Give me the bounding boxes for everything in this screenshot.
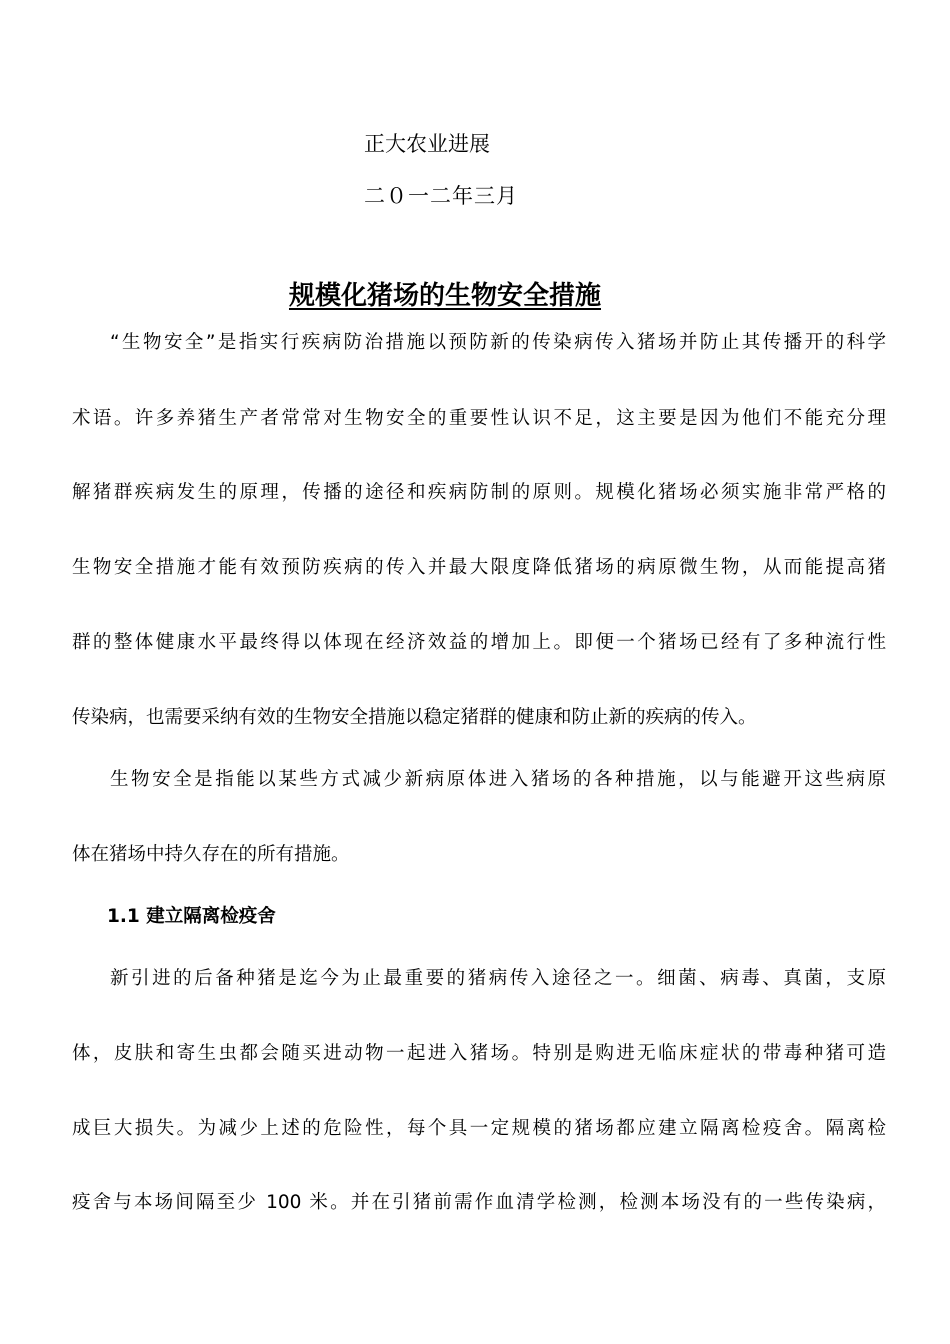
paragraph-1-line-6: 传染病，也需要采纳有效的生物安全措施以稳定猪群的健康和防止新的疾病的传入。 <box>72 707 757 728</box>
paragraph-1-line-4: 生物安全措施才能有效预防疾病的传入并最大限度降低猪场的病原微生物，从而能提高猪 <box>72 557 886 578</box>
organization-name: 正大农业进展 <box>364 132 490 156</box>
paragraph-3-line-3: 成巨大损失。为减少上述的危险性，每个具一定规模的猪场都应建立隔离检疫舍。隔离检 <box>72 1118 886 1139</box>
paragraph-1-line-5: 群的整体健康水平最终得以体现在经济效益的增加上。即便一个猪场已经有了多种流行性 <box>72 632 886 653</box>
paragraph-2-line-2: 体在猪场中持久存在的所有措施。 <box>72 844 350 865</box>
paragraph-2-line-1: 生物安全是指能以某些方式减少新病原体进入猪场的各种措施，以与能避开这些病原 <box>110 769 886 790</box>
paragraph-3-line-4: 疫舍与本场间隔至少 100 米。并在引猪前需作血清学检测，检测本场没有的一些传染病， <box>72 1192 886 1213</box>
section-heading: 1.1 建立隔离检疫舍 <box>107 906 276 927</box>
paragraph-1-line-3: 解猪群疾病发生的原理，传播的途径和疾病防制的原则。规模化猪场必须实施非常严格的 <box>72 482 886 503</box>
paragraph-3-line-1: 新引进的后备种猪是迄今为止最重要的猪病传入途径之一。细菌、病毒、真菌，支原 <box>110 968 886 989</box>
paragraph-3-line-2: 体，皮肤和寄生虫都会随买进动物一起进入猪场。特别是购进无临床症状的带毒种猪可造 <box>72 1043 886 1064</box>
document-title: 规模化猪场的生物安全措施 <box>288 281 601 311</box>
paragraph-1-line-2: 术语。许多养猪生产者常常对生物安全的重要性认识不足，这主要是因为他们不能充分理 <box>72 408 886 429</box>
publication-date: 二０一二年三月 <box>364 184 518 208</box>
paragraph-1-line-1: “生物安全”是指实行疾病防治措施以预防新的传染病传入猪场并防止其传播开的科学 <box>110 332 886 353</box>
